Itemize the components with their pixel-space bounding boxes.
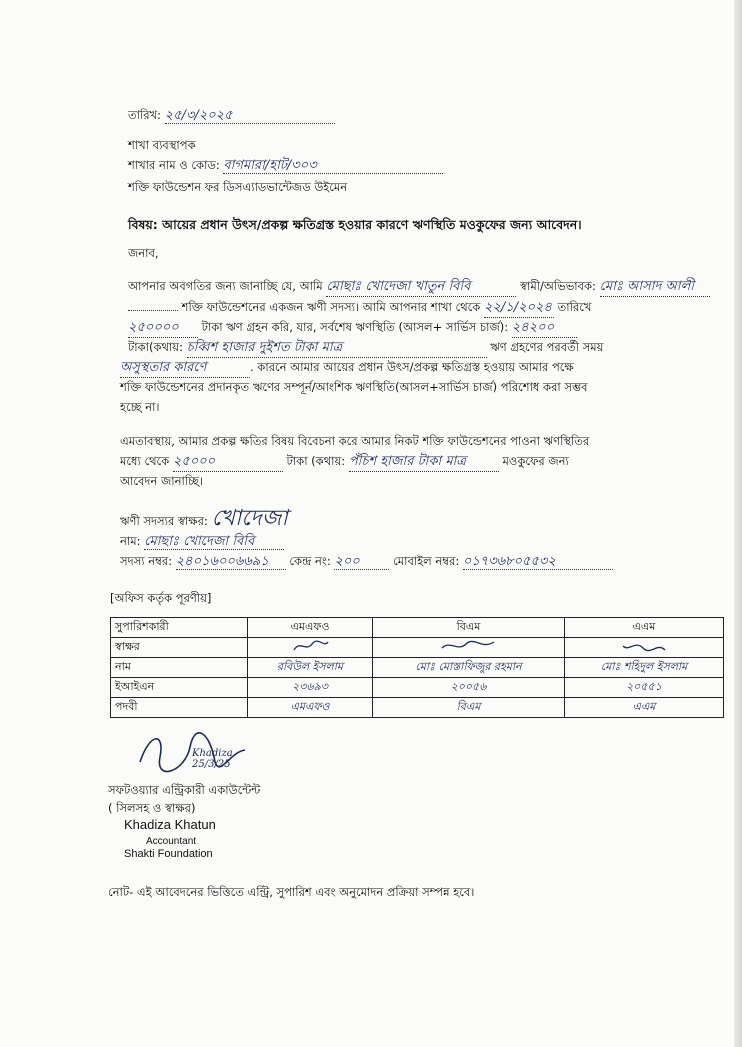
para2-text: মধ্যে থেকে: [120, 454, 170, 468]
row-label: ইআইএন: [111, 678, 248, 698]
table-cell: ২০৫৫১: [564, 678, 723, 698]
signature-scribble-icon: [619, 638, 669, 654]
table-cell: রবিউল ইসলাম: [248, 658, 373, 678]
member-signature-label: ঋণী সদস্যর স্বাক্ষর:: [120, 514, 208, 528]
loan-date-field: ২২/১/২০২৪: [484, 298, 554, 318]
center-value: ২০০: [334, 555, 389, 570]
org-name: শক্তি ফাউন্ডেশন ফর ডিসএ্যাডভান্টেজড উইমেন: [128, 180, 348, 194]
date-value: ২৫/৩/২০২৫: [165, 109, 335, 124]
signature-scribble-icon: [438, 638, 498, 654]
recommendation-table: [110, 617, 724, 718]
office-use-label: [অফিস কর্তৃক পূরণীয়]: [110, 591, 212, 605]
signature-cell: [564, 638, 723, 658]
table-cell: এএম: [564, 698, 723, 718]
para1-line5: [120, 358, 574, 378]
seal-label: ( সিলসহ ও স্বাক্ষর): [108, 801, 196, 815]
accountant-signature-text: Khadiza 25/3/25: [192, 748, 233, 770]
para1-line3: [128, 318, 577, 338]
note: নোট- এই আবেদনের ভিত্তিতে এন্ট্রি, সুপারিশ এবং অনুমোদন প্রক্রিয়া সম্পন্ন হবে।: [108, 885, 475, 899]
row-label: পদবী: [111, 698, 248, 718]
table-cell: ২৩৬৯৩: [248, 678, 373, 698]
para2-text: মওকুফের জন্য: [502, 454, 569, 468]
signature-cell: [373, 638, 565, 658]
para2-line2: [120, 452, 569, 472]
member-number-label: সদস্য নম্বর:: [120, 554, 173, 568]
waiver-amount-field: ২৫০০০: [173, 452, 283, 472]
para1-text: আপনার অবগতির জন্য জানাচ্ছি যে, আমি: [128, 279, 323, 293]
para1-line7: হচ্ছে না।: [120, 400, 160, 414]
loan-amount-field: ২৫০০০০: [128, 318, 198, 338]
member-signature-line: [120, 506, 288, 531]
member-number-line: [120, 554, 613, 570]
guardian-field: মোঃ আসাদ আলী: [600, 277, 710, 297]
table-cell: মোঃ মোস্তাফিজুর রহমান: [373, 658, 565, 678]
reason-field: অসুস্থতার কারণে: [120, 358, 250, 378]
header-cell: এমএফও: [248, 618, 373, 638]
branch-line: [128, 158, 443, 174]
para1-line6: শক্তি ফাউন্ডেশনের প্রদানকৃত ঋণের সম্পূর্ন/আংশিক ঋণস্থিতি(আসল+সার্ভিস চার্জ) পরিশোধ করা সম্ভব: [120, 380, 588, 394]
para2-text: টাকা (কথায়:: [286, 454, 346, 468]
guardian-label: স্বামী/অভিভাবক:: [520, 279, 596, 293]
branch-label: শাখার নাম ও কোড:: [128, 158, 220, 172]
header-cell: সুপারিশকারী: [111, 618, 248, 638]
mobile-value: ০১৭৩৬৮০৫৫৩২: [463, 555, 613, 570]
para1-text: টাকা(কথায়:: [128, 340, 183, 354]
para1-text: টাকা ঋণ গ্রহন করি, যার, সর্বশেষ ঋণস্থিতি (আসল+ সার্ভিস চার্জ):: [201, 320, 509, 334]
row-label: নাম: [111, 658, 248, 678]
date-label: তারিখ:: [128, 108, 162, 122]
member-number-value: ২৪০১৬০০৬৬৯১: [176, 555, 286, 570]
branch-value: বাগমারা/হাট/৩০৩: [223, 159, 443, 174]
member-signature: খোদেজা: [211, 506, 288, 531]
stamp-org: Shakti Foundation: [124, 848, 213, 860]
para1-text: ঋণ গ্রহণের পরবর্তী সময়: [490, 340, 604, 354]
recipient-title: শাখা ব্যবস্থাপক: [128, 138, 196, 152]
table-header-row: [111, 618, 724, 638]
para1-text: . কারনে আমার আয়ের প্রধান উৎস/প্রকল্প ক্ষতিগ্রস্ত হওয়ায় আমার পক্ষে: [250, 360, 574, 374]
table-row: [111, 698, 724, 718]
balance-field: ২৪২০০: [512, 318, 577, 338]
member-name-line: [120, 534, 284, 550]
para1-text: তারিখে: [557, 300, 592, 314]
page-edge: [734, 0, 742, 1047]
member-name-value: মোছাঃ খোদেজা বিবি: [144, 535, 284, 550]
stamp-name: Khadiza Khatun: [124, 817, 216, 832]
subject: বিষয়: আয়ের প্রধান উৎস/প্রকল্প ক্ষতিগ্রস্ত হওয়ার কারণে ঋণস্থিতি মওকুফের জন্য আবেদন।: [128, 217, 582, 232]
stamp-role: Accountant: [146, 836, 197, 847]
header-cell: এএম: [564, 618, 723, 638]
table-cell: এমএফও: [248, 698, 373, 718]
para2-line1: এমতাবস্থায়, আমার প্রকল্প ক্ষতির বিষয় বিবেচনা করে আমার নিকট শক্তি ফাউন্ডেশনের পাওনা ঋণস্থিতির: [120, 434, 590, 448]
balance-words-field: চব্বিশ হাজার দুইশত টাকা মাত্র: [187, 338, 487, 358]
member-name-label: নাম:: [120, 534, 141, 548]
signature-cell: [248, 638, 373, 658]
table-row: [111, 658, 724, 678]
member-name-field: মোছাঃ খোদেজা খাতুন বিবি: [326, 277, 516, 297]
center-label: কেন্দ্র নং:: [289, 554, 331, 568]
para1-line1: [128, 277, 710, 297]
table-cell: মোঃ শহিদুল ইসলাম: [564, 658, 723, 678]
salutation: জনাব,: [128, 246, 159, 260]
table-cell: বিএম: [373, 698, 565, 718]
header-cell: বিএম: [373, 618, 565, 638]
para1-line2: [128, 298, 591, 318]
accountant-signature: [130, 722, 250, 786]
para1-line4: [128, 338, 603, 358]
waiver-words-field: পঁচিশ হাজার টাকা মাত্র: [349, 452, 499, 472]
signature-scribble-icon: [290, 638, 330, 654]
para2-line3: আবেদন জানাচ্ছি।: [120, 474, 204, 488]
para1-text: শক্তি ফাউন্ডেশনের একজন ঋণী সদস্য। আমি আপনার শাখা থেকে: [181, 300, 481, 314]
blank-dots: [128, 310, 178, 311]
row-label: স্বাক্ষর: [111, 638, 248, 658]
date-line: [128, 108, 335, 124]
accountant-title: সফটওয়্যার এন্ট্রিকারী একাউন্টেন্ট: [108, 783, 261, 797]
table-row: [111, 638, 724, 658]
table-cell: ২০০৫৬: [373, 678, 565, 698]
table-row: [111, 678, 724, 698]
mobile-label: মোবাইল নম্বর:: [393, 554, 460, 568]
